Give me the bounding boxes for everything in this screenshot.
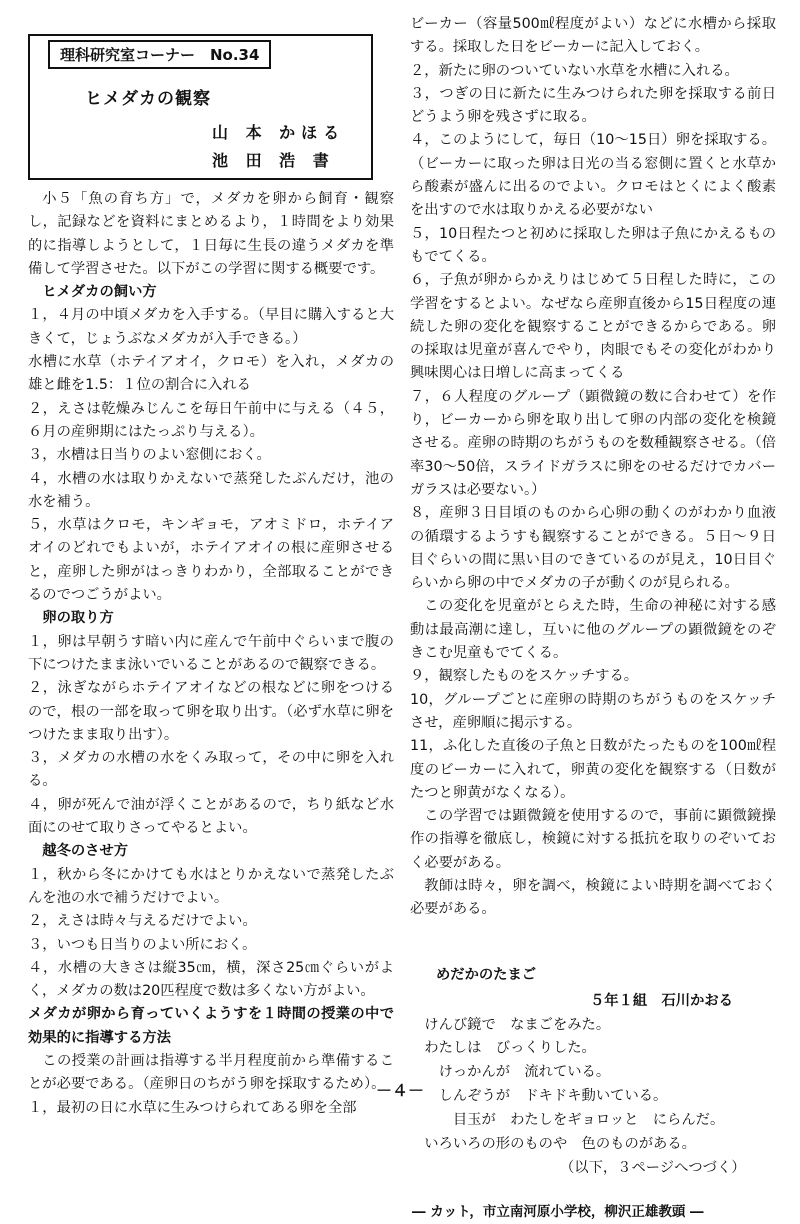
paragraph: この変化を児童がとらえた時，生命の神秘に対する感動は最高潮に達し，互いに他のグループの顕微鏡をのぞきこむ児童もでてくる。 — [410, 598, 776, 662]
list-item: １，秋から冬にかけても水はとりかえないで蒸発したぶんを池の水で補うだけでよい。 — [28, 866, 394, 906]
list-item: ３，水槽は日当りのよい窓側におく。 — [28, 447, 271, 464]
list-item: 11，ふ化した直後の子魚と日数がたったものを100㎖程度のビーカーに入れて，卵黄の変化を観察する（日数がたつと卵黄がなくなる）。 — [410, 738, 776, 801]
article-title: ヒメダカの観察 — [85, 89, 211, 109]
poem-title: めだかのたまご — [436, 966, 537, 983]
list-item: ５，水草はクロモ，キンギョモ，アオミドロ，ホテイアオイのどれでもよいが，ホテイアオイの根に産卵させると，産卵した卵がはっきりわかり，全部取ることができるのでつごうがよい。 — [28, 517, 394, 604]
list-item: ４，このようにして，毎日（10～15日）卵を採取する。（ビーカーに取った卵は日光の当る窓側に置くと水草から酸素が盛んに出るのでよい。クロモはとくによく酸素を出すので水は取りかえる必要がない — [410, 132, 776, 219]
list-item: ビーカー（容量500㎖程度がよい）などに水槽から採取する。採取した日をビーカーに記入しておく。 — [410, 16, 776, 56]
left-body — [28, 188, 394, 1120]
list-item: ２，えさは時々与えるだけでよい。 — [28, 913, 257, 930]
poem-line: いろいろの形のものや 色のものがある。 — [410, 1135, 696, 1152]
poem-author: ５年１組 石川かおる — [590, 992, 733, 1009]
list-item: ４，水槽の大きさは縦35㎝，横，深さ25㎝ぐらいがよく，メダカの数は20匹程度で数は多くない方がよい。 — [28, 959, 394, 1000]
poem-line: けっかんが 流れている。 — [410, 1064, 611, 1081]
author-name: 池 田 浩 書 — [212, 151, 335, 170]
list-item: ３，メダカの水槽の水をくみ取って，その中に卵を入れる。 — [28, 750, 394, 790]
corner-label: 理科研究室コーナー No.34 — [48, 40, 271, 69]
list-item: ５，10日程たつと初めに採取した卵は子魚にかえるものもでてくる。 — [410, 225, 776, 265]
list-item: ４，水槽の水は取りかえないで蒸発したぶんだけ，池の水を補う。 — [28, 470, 394, 510]
poem-line: しんぞうが ドキドキ動いている。 — [410, 1087, 668, 1104]
right-column — [410, 0, 776, 1224]
list-item: ９，観察したものをスケッチする。 — [410, 668, 639, 685]
list-item: ３，いつも日当りのよい所におく。 — [28, 936, 257, 953]
list-item: １，最初の日に水草に生みつけられてある卵を全部 — [28, 1099, 357, 1116]
list-item: ８，産卵３日目頃のものから心卵の動くのがわかり血液の循環するようすも観察することができる。５日～９日目ぐらいの間に黒い目のできているのが見え，10日目ぐらいから卵の中でメダカの子が動くのが見られる。 — [410, 505, 776, 592]
list-item: ２，泳ぎながらホテイアオイなどの根などに卵をつけるので，根の一部を取って卵を取り出す。（必ず水草に卵をつけたまま取り出す）。 — [28, 680, 394, 743]
poem-line: 目玉が わたしをギョロッと にらんだ。 — [410, 1111, 725, 1128]
section-heading: メダカが卵から育っていくようすを１時間の授業の中で効果的に指導する方法 — [28, 1006, 394, 1046]
list-item: ２，えさは乾燥みじんこを毎日午前中に与える（４５，６月の産卵期にはたっぷり与える）。 — [28, 400, 394, 440]
section-heading: 越冬のさせ方 — [42, 843, 129, 860]
author-name: 山 本 かほる — [212, 123, 346, 142]
paragraph: 小５「魚の育ち方」で，メダカを卵から飼育・観察し，記録などを資料にまとめるより，１時間をより効果的に指導しようとして，１日毎に生長の違うメダカを準備して学習させた。以下がこの学習に関する概要です。 — [28, 191, 394, 277]
list-item: 10，グループごとに産卵の時期のちがうものをスケッチさせ，産卵順に掲示する。 — [410, 691, 776, 731]
left-column — [28, 0, 394, 1120]
list-item: １，４月の中頃メダカを入手する。（早目に購入すると大きくて，じょうぶなメダカが入手できる。） — [28, 307, 394, 347]
list-item: ３，つぎの日に新たに生みつけられた卵を採取する前日どうよう卵を残さずに取る。 — [410, 85, 776, 126]
section-heading: 卵の取り方 — [42, 610, 114, 627]
paragraph: この授業の計画は指導する半月程度前から準備することが必要である。（産卵日のちがう卵を採取するため）。 — [28, 1052, 394, 1093]
page-number: －４－ — [375, 1081, 424, 1100]
list-item: ４，卵が死んで油が浮くことがあるので，ちり紙など水面にのせて取りさってやるとよい。 — [28, 796, 394, 837]
header-box — [28, 34, 373, 180]
poem-line: わたしは びっくりした。 — [410, 1040, 596, 1057]
section-heading: ヒメダカの飼い方 — [42, 284, 157, 301]
paragraph: この学習では顕微鏡を使用するので，事前に顕微鏡操作の指導を徹底し，検鏡に対する抵抗を取りのぞいておく必要がある。 — [410, 808, 776, 871]
list-item: 水槽に水草（ホテイアオイ，クロモ）を入れ，メダカの雄と雌を1.5：１位の割合に入れる — [28, 354, 394, 394]
illustration-credit: ― カット，市立南河原小学校，柳沢正雄教頭 ― — [412, 1204, 704, 1221]
list-item: ２，新たに卵のついていない水草を水槽に入れる。 — [410, 62, 739, 79]
paragraph: 教師は時々，卵を調べ，検鏡によい時期を調べておく必要がある。 — [410, 877, 776, 918]
list-item: ７，６人程度のグループ（顕微鏡の数に合わせて）を作り，ビーカーから卵を取り出して卵の内部の変化を検鏡させる。産卵の時期のちがうものを数種観察させる。（倍率30～50倍，スライドガラスに卵をのせるだけでカバーガラスは必要ない。） — [410, 388, 776, 498]
poem-line: けんび鏡で なまごをみた。 — [410, 1016, 611, 1033]
right-body — [410, 13, 776, 922]
list-item: １，卵は早朝うす暗い内に産んで午前中ぐらいまで腹の下につけたまま泳いでいることがあるので観察できる。 — [28, 633, 394, 673]
poem-continued: （以下，３ページへつづく） — [560, 1160, 746, 1177]
list-item: ６，子魚が卵からかえりはじめて５日程した時に，この学習をするとよい。なぜなら産卵直後から15日程度の連続した卵の変化を観察することができるからである。卵の採取は児童が喜んでやり，肉眼でもその変化がわかり興味関心は日増しに高まってくる — [410, 272, 776, 382]
